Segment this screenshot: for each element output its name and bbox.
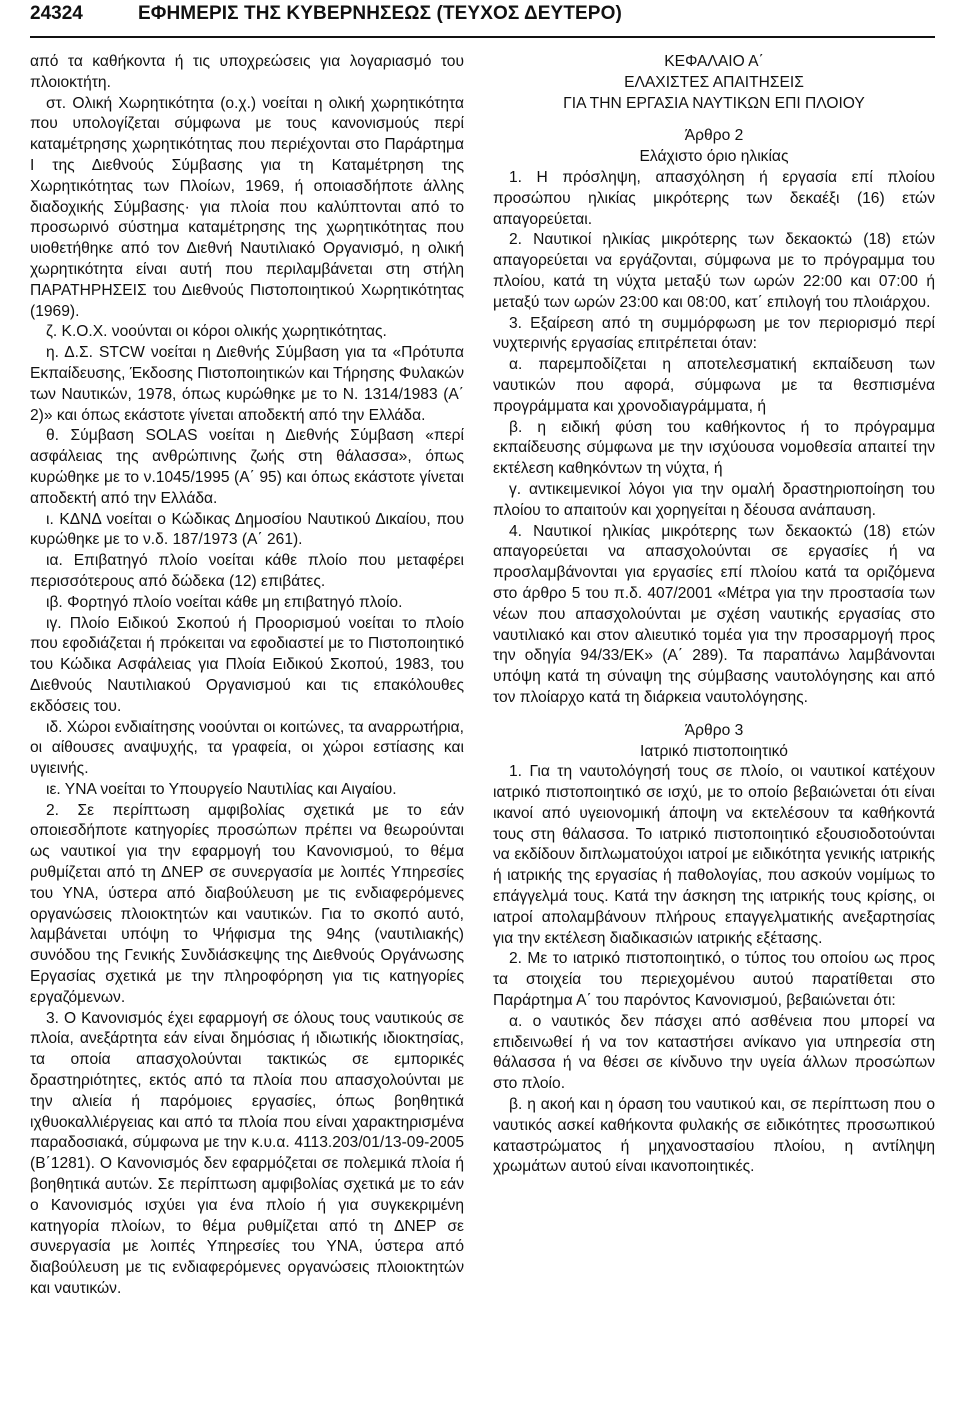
spacer — [493, 114, 935, 126]
left-column — [30, 52, 464, 1300]
paragraph: 3. Ο Κανονισμός έχει εφαρμογή σε όλους τους ναυτικούς σε πλοία, ανεξάρτητα εάν είναι δημόσιας ή ιδιωτικής ιδιοκτησίας, τα οποία απασχολούνται τακτικώς σε εμπορικές δραστηριότητες, εκτός από τα πλοία που απασχολούνται με την αλιεία ή παρόμοιες εργασίες, όπως βοηθητικά ιχθυοκαλλιέργειας και από τα πλοία που είναι χαρακτηρισμένα παραδοσιακά, σύμφωνα με την κ.υ.α. 4113.203/01/13-09-2005 (Β΄1281). Ο Κανονισμός δεν εφαρμόζεται σε πολεμικά πλοία ή βοηθητικά αυτών. Σε περίπτωση αμφιβολίας σχετικά με το εάν ο Κανονισμός ισχύει για ένα πλοίο ή για συγκεκριμένη κατηγορία πλοίων, το θέμα ρυθμίζεται από τη ΔΝΕΡ σε συνεργασία με λοιπές Υπηρεσίες του ΥΝΑ, ύστερα από διαβούλευση με τις ενδιαφερόμενες οργανώσεις πλοιοκτητών και ναυτικών. — [30, 1009, 464, 1298]
article-title: Ελάχιστο όριο ηλικίας — [639, 148, 789, 166]
paragraph: 4. Ναυτικοί ηλικίας μικρότερης των δεκαοκτώ (18) ετών απαγορεύεται να απασχολούνται σε εργασίες ή να προσλαμβάνονται για εργασίες επί πλοίου κατά τα οριζόμενα στο άρθρο 5 του π.δ. 407/2001 «Μέτρα για την προστασία των νέων που απασχολούνται με σχέση ναυτικής εργασίας στο ναυτιλιακό και στον αλιευτικό τομέα για την προσαρμογή προς την οδηγία 94/33/ΕΚ» (Α΄ 289). Τα παραπάνω λαμβάνονται υπόψη κατά τη σύναψη της σύμβασης ναυτολόγησης και από τον πλοίαρχο κατά τη διάρκεια ναυτολόγησης. — [493, 522, 935, 706]
paragraph: 3. Εξαίρεση από τη συμμόρφωση με τον περιορισμό περί νυχτερινής εργασίας επιτρέπεται όταν: — [493, 314, 935, 353]
paragraph: ιβ. Φορτηγό πλοίο νοείται κάθε μη επιβατηγό πλοίο. — [46, 593, 403, 611]
article-title: Ιατρικό πιστοποιητικό — [640, 742, 788, 760]
paragraph: ι. ΚΔΝΔ νοείται ο Κώδικας Δημοσίου Ναυτικού Δικαίου, που κυρώθηκε με το ν.δ. 187/1973 (Α΄ 261). — [30, 510, 464, 549]
paragraph: από τα καθήκοντα ή τις υποχρεώσεις για λογαριασμό του πλοιοκτήτη. — [30, 53, 464, 91]
paragraph: θ. Σύμβαση SOLAS νοείται η Διεθνής Σύμβαση «περί ασφάλειας της ανθρώπινης ζωής στη θάλασσα», όπως κυρώθηκε με το ν.1045/1995 (Α΄ 95) και όπως εκάστοτε γίνεται αποδεκτή από την Ελλάδα. — [30, 427, 464, 507]
paragraph: 1. Η πρόσληψη, απασχόληση ή εργασία επί πλοίου προσώπου ηλικίας μικρότερης των δεκαέξι (16) ετών απαγορεύεται. — [493, 168, 935, 228]
paragraph: ια. Επιβατηγό πλοίο νοείται κάθε πλοίο που μεταφέρει περισσότερους από δώδεκα (12) επιβάτες. — [30, 552, 464, 590]
paragraph: 2. Σε περίπτωση αμφιβολίας σχετικά με το εάν οποιεσδήποτε κατηγορίες προσώπων πρέπει να θεωρούνται ως ναυτικοί για την εφαρμογή του Κανονισμού, το θέμα ρυθμίζεται από τη ΔΝΕΡ σε συνεργασία με λοιπές Υπηρεσίες του ΥΝΑ, ύστερα από διαβούλευση με τις ενδιαφερόμενες οργανώσεις πλοιοκτητών και ναυτικών. Για το σκοπό αυτό, λαμβάνεται υπόψη το Ψήφισμα της 94ης (ναυτιλιακής) συνόδου της Γενικής Συνδιάσκεψης της Διεθνούς Οργάνωσης Εργασίας σχετικά με την πληροφόρηση για τις κατηγορίες εργαζόμενων. — [30, 801, 464, 1006]
paragraph: ιε. ΥΝΑ νοείται το Υπουργείο Ναυτιλίας και Αιγαίου. — [46, 780, 397, 798]
paragraph: β. η ειδική φύση του καθήκοντος ή το πρόγραμμα εκπαίδευσης σύμφωνα με την ισχύουσα νομοθεσία απαιτεί την εκτέλεση καθηκόντων τη νύχτα, ή — [493, 418, 935, 478]
paragraph: 2. Με το ιατρικό πιστοποιητικό, ο τύπος του οποίου ως προς τα στοιχεία του περιεχομένου αυτού παρατίθεται στο Παράρτημα Α΄ του παρόντος Κανονισμού, βεβαιώνεται ότι: — [493, 950, 935, 1010]
paragraph: α. παρεμποδίζεται η αποτελεσματική εκπαίδευση των ναυτικών που αφορά, σύμφωνα με τα θεσπισμένα προγράμματα και χρονοδιαγράμματα, ή — [493, 356, 935, 415]
chapter-subtitle: ΓΙΑ ΤΗΝ ΕΡΓΑΣΙΑ ΝΑΥΤΙΚΩΝ ΕΠΙ ΠΛΟΙΟΥ — [563, 94, 865, 112]
paragraph: ιγ. Πλοίο Ειδικού Σκοπού ή Προορισμού νοείται το πλοίο που εφοδιάζεται ή πρόκειται να εφοδιαστεί με το Πιστοποιητικό του Κώδικα Ασφάλειας για Πλοία Ειδικού Σκοπού, 1983, του Διεθνούς Ναυτιλιακού Οργανισμού και τις επακόλουθες εκδόσεις του. — [30, 614, 464, 715]
article-number: Άρθρο 2 — [684, 127, 744, 145]
article-number: Άρθρο 3 — [684, 721, 744, 739]
paragraph: α. ο ναυτικός δεν πάσχει από ασθένεια που μπορεί να επιδεινωθεί ή να τον καταστήσει ανίκανο για υπηρεσία στη θάλασσα ή να θέσει σε κίνδυνο την υγεία άλλων προσώπων στο πλοίο. — [493, 1012, 935, 1093]
page-number: 24324 — [30, 3, 83, 24]
paragraph: ζ. Κ.Ο.Χ. νοούνται οι κόροι ολικής χωρητικότητας. — [46, 323, 387, 341]
gazette-title: ΕΦΗΜΕΡΙΣ ΤΗΣ ΚΥΒΕΡΝΗΣΕΩΣ (ΤΕΥΧΟΣ ΔΕΥΤΕΡΟ) — [138, 3, 622, 24]
header-divider — [30, 36, 935, 38]
paragraph: στ. Ολική Χωρητικότητα (ο.χ.) νοείται η ολική χωρητικότητα που υπολογίζεται σύμφωνα με τους κανονισμούς περί καταμέτρησης χωρητικότητας που περιέχονται στο Παράρτημα Ι της Διεθνούς Σύμβασης για τη Καταμέτρηση της Χωρητικότητας των Πλοίων, 1969, ή οποιασδήποτε άλλης διαδοχικής Σύμβασης· για πλοία που καλύπτονται από το προσωρινό σύστημα καταμέτρησης της χωρητικότητας που υιοθετήθηκε από τον Διεθνή Ναυτιλιακό Οργανισμό, η ολική χωρητικότητα είναι αυτή που περιλαμβάνεται στη στήλη ΠΑΡΑΤΗΡΗΣΕΙΣ του Διεθνούς Πιστοποιητικού Χωρητικότητας (1969). — [30, 94, 464, 320]
right-column — [493, 52, 935, 1178]
paragraph: β. η ακοή και η όραση του ναυτικού και, σε περίπτωση που ο ναυτικός ασκεί καθήκοντα φυλακής σε ειδικότητες προσωπικού καταστρώματος ή μηχανοστασίου πλοίου, η αντίληψη χρωμάτων αυτού είναι ικανοποιητικές. — [493, 1096, 935, 1176]
paragraph: 2. Ναυτικοί ηλικίας μικρότερης των δεκαοκτώ (18) ετών απαγορεύεται να εργάζονται, σύμφωνα με το πρόγραμμα του πλοίου, κατά τη νύχτα μεταξύ των ωρών 22:00 και 07:00 ή μεταξύ των ωρών 23:00 και 08:00, κατ΄ επιλογή του πλοιάρχου. — [493, 231, 935, 311]
page-header — [30, 0, 935, 36]
paragraph: γ. αντικειμενικοί λόγοι για την ομαλή δραστηριοποίηση του πλοίου το απαιτούν και χορηγείται η δέουσα ανάπαυση. — [493, 480, 935, 519]
paragraph: 1. Για τη ναυτολόγησή τους σε πλοίο, οι ναυτικοί κατέχουν ιατρικό πιστοποιητικό σε ισχύ, με το οποίο βεβαιώνεται ότι είναι ικανοί από υγειονομική άποψη να εκτελέσουν τα καθήκοντά τους στη θάλασσα. Το ιατρικό πιστοποιητικό εξουσιοδοτούνται να εκδίδουν διπλωματούχοι ιατροί με ειδικότητα γενικής ιατρικής ή ιατρικής της εργασίας ή παθολογίας, που ασκούν νομίμως το επάγγελμά τους. Κατά την άσκηση της ιατρικής τους κρίσης, οι ιατροί απολαμβάνουν πλήρους επαγγελματικής ανεξαρτησίας για την εκτέλεση διαδικασιών ιατρικής εξέτασης. — [493, 763, 935, 947]
chapter-title: ΚΕΦΑΛΑΙΟ Α΄ — [664, 53, 764, 70]
chapter-subtitle: ΕΛΑΧΙΣΤΕΣ ΑΠΑΙΤΗΣΕΙΣ — [624, 73, 804, 91]
paragraph: η. Δ.Σ. STCW νοείται η Διεθνής Σύμβαση για τα «Πρότυπα Εκπαίδευσης, Έκδοσης Πιστοποιητικών και Τήρησης Φυλακών των Ναυτικών, 1978, όπως κυρώθηκε με το Ν. 1314/1983 (Α΄ 2)» και όπως εκάστοτε γίνεται αποδεκτή από την Ελλάδα. — [30, 344, 464, 424]
paragraph: ιδ. Χώροι ενδιαίτησης νοούνται οι κοιτώνες, τα αναρρωτήρια, οι αίθουσες αναψυχής, τα γραφεία, οι χώροι εστίασης και υγιεινής. — [30, 718, 464, 778]
spacer — [493, 709, 935, 721]
